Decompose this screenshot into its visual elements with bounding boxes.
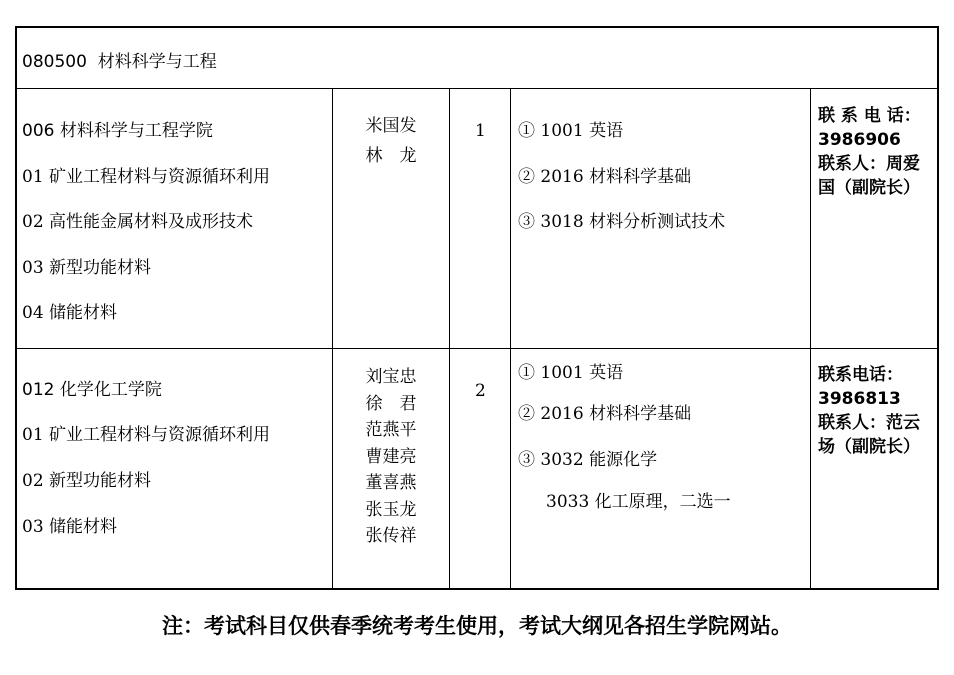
col-divider-1	[332, 88, 333, 590]
exam-subject: ② 2016 材料科学基础	[518, 404, 692, 424]
exam-subject: ③ 3032 能源化学	[518, 450, 658, 470]
row-divider-middle	[15, 348, 939, 349]
contact-person: 联系人：周爱国（副院长）	[818, 154, 920, 198]
col-divider-3	[510, 88, 511, 590]
research-direction: 04 储能材料	[22, 303, 118, 323]
supervisor-name: 张传祥	[365, 526, 417, 546]
col-divider-2	[449, 88, 450, 590]
research-direction: 01 矿业工程材料与资源循环利用	[22, 167, 271, 187]
contact-phone-label: 联系电话：	[818, 365, 903, 385]
research-direction: 03 新型功能材料	[22, 258, 152, 278]
major-name: 材料科学与工程	[97, 52, 217, 72]
major-header	[22, 52, 217, 72]
research-direction: 01 矿业工程材料与资源循环利用	[22, 425, 271, 445]
contact-info	[818, 104, 936, 200]
exam-subject: ① 1001 英语	[518, 121, 624, 141]
supervisor-list	[335, 364, 447, 550]
contact-info	[818, 363, 936, 459]
supervisor-name: 范燕平	[365, 420, 417, 440]
supervisor-name: 刘宝忠	[365, 367, 417, 387]
contact-phone: 3986813	[818, 389, 901, 409]
research-direction: 02 高性能金属材料及成形技术	[22, 212, 254, 232]
supervisor-name: 米国发	[365, 116, 417, 136]
supervisor-name: 林 龙	[365, 146, 417, 166]
supervisor-name: 徐 君	[365, 393, 417, 414]
contact-phone-label: 联 系 电 话：	[818, 106, 921, 126]
row-divider-header	[15, 88, 939, 89]
supervisor-name: 曹建亮	[365, 446, 417, 467]
enrollment-quota: 2	[475, 381, 486, 401]
admissions-table	[15, 26, 939, 590]
college-name: 006 材料科学与工程学院	[22, 121, 213, 141]
college-name: 012 化学化工学院	[22, 380, 162, 400]
major-code: 080500	[22, 52, 87, 72]
enrollment-quota: 1	[475, 121, 486, 141]
supervisor-name: 董喜燕	[365, 473, 417, 493]
exam-subject-alternative: 3033 化工原理，二选一	[546, 492, 731, 512]
exam-subject: ③ 3018 材料分析测试技术	[518, 212, 726, 232]
contact-phone: 3986906	[818, 130, 901, 150]
supervisor-name: 张玉龙	[365, 499, 417, 520]
exam-subject: ① 1001 英语	[518, 363, 624, 383]
research-direction: 03 储能材料	[22, 517, 118, 537]
footnote: 注：考试科目仅供春季统考考生使用，考试大纲见各招生学院网站。	[162, 614, 792, 638]
exam-subject: ② 2016 材料科学基础	[518, 167, 692, 187]
col-divider-4	[810, 88, 811, 590]
contact-person: 联系人：范云场（副院长）	[818, 413, 920, 457]
supervisor-list	[335, 111, 447, 171]
research-direction: 02 新型功能材料	[22, 471, 152, 491]
